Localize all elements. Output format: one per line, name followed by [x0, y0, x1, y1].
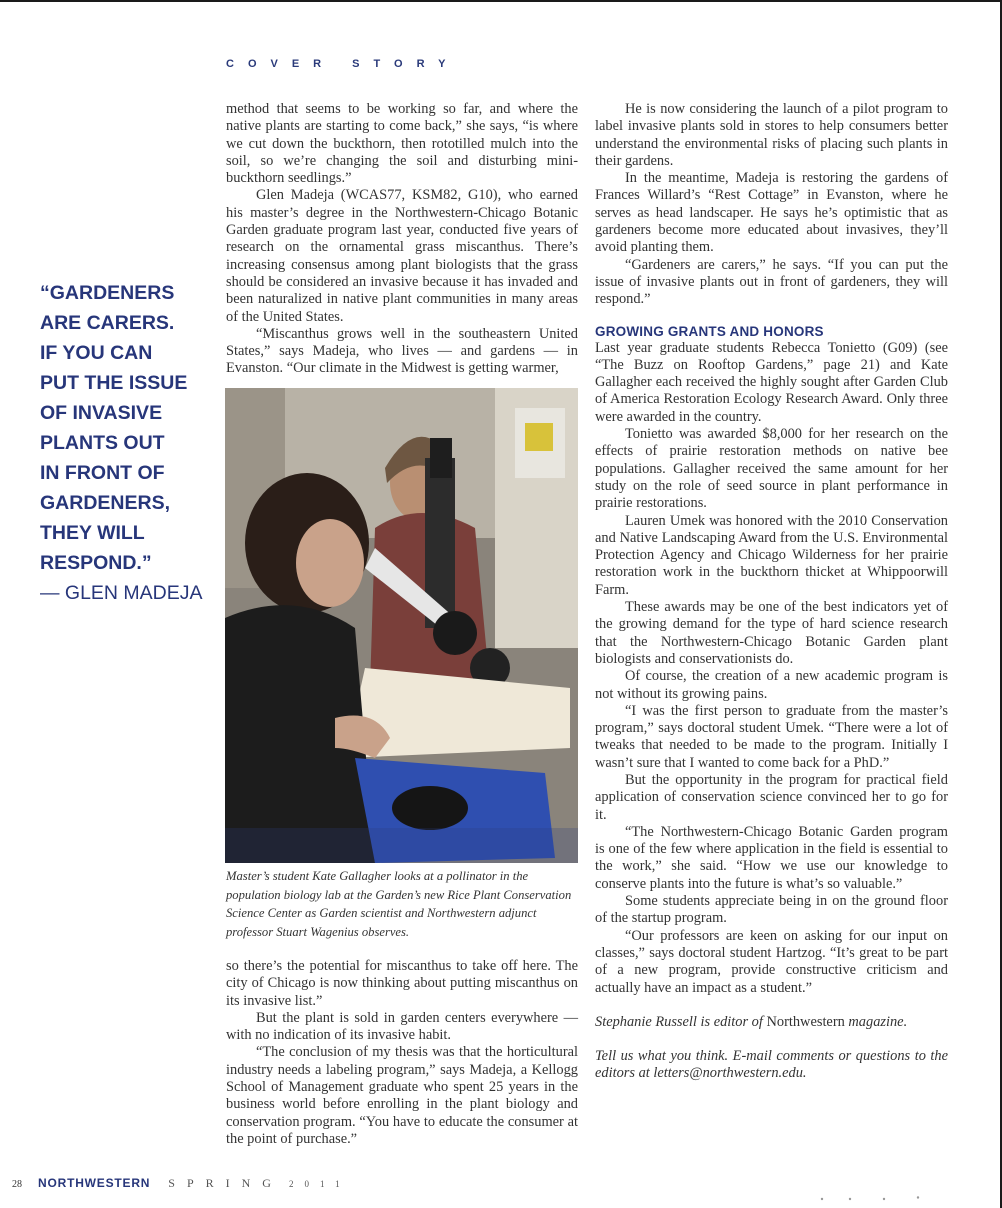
- paragraph: method that seems to be working so far, and where the native plants are starting to come back,” she says, “is where we cut down the buckthorn, then rototilled mulch into the soil, so we’re changing the soil and disturbing mini-buckthorn seedlings.”: [226, 101, 578, 187]
- editor-note: [595, 1014, 948, 1031]
- pull-quote-line: PUT THE ISSUE: [40, 372, 188, 394]
- pull-quote-line: RESPOND.”: [40, 552, 152, 574]
- issue-year: 2011: [288, 1179, 351, 1189]
- paragraph: “Our professors are keen on asking for our input on classes,” says doctoral student Hartzog. “It’s great to be part of a new program, provide constructive criticism and actually have an impact as a student.”: [595, 927, 948, 996]
- subhead-growing-grants: GROWING GRANTS AND HONORS: [595, 323, 824, 339]
- pull-quote-line: “GARDENERS: [40, 282, 175, 304]
- paragraph: These awards may be one of the best indicators yet of the growing demand for the type of hard science research that the Northwestern-Chicago Botanic Garden plant biologists and conservationists do.: [595, 599, 948, 667]
- editor-note-text: Stephanie Russell is editor of: [595, 1013, 767, 1030]
- paragraph: “The conclusion of my thesis was that the horticultural industry needs a labeling program,” says Madeja, a Kellogg School of Management graduate who spent 25 years in the business world before enrolling in the plant biology and conservation program. “You have to educate the consumer at the point of purchase.”: [226, 1044, 578, 1147]
- page-footer: [12, 1176, 351, 1191]
- paragraph: In the meantime, Madeja is restoring the gardens of Frances Willard’s “Rest Cottage” in Evanston, where he serves as head landscaper. He says he’s optimistic that as gardeners become more educated about invasives, they’ll avoid planting them.: [595, 170, 948, 256]
- magazine-brand: NORTHWESTERN: [38, 1176, 151, 1190]
- photo-caption: Master’s student Kate Gallagher looks at a pollinator in the population biology lab at the Garden’s new Rice Plant Conservation Science Center as Garden scientist and Northwestern adjunct professor Stuart Wagenius observes.: [226, 869, 572, 939]
- paragraph: Lauren Umek was honored with the 2010 Conservation and Native Landscaping Award from the U.S. Environmental Protection Agency and Chicago Wilderness for her prairie restoration work in the buckthorn thicket at Whippoorwill Farm.: [595, 512, 948, 598]
- paragraph: “Gardeners are carers,” he says. “If you can put the issue of invasive plants out in front of gardeners, they will respond.”: [595, 256, 948, 308]
- pull-quote-line: IF YOU CAN: [40, 342, 153, 364]
- article-column-left-bottom: [226, 958, 578, 1148]
- paragraph: Glen Madeja (WCAS77, KSM82, G10), who earned his master’s degree in the Northwestern-Chicago Botanic Garden graduate program last year, conducted five years of research on the ornamental grass miscanthus. There’s increasing consensus among plant biologists that the grass should be considered an invasive because it has invaded and been naturalized in native plant communities in many areas of the United States.: [226, 187, 578, 325]
- pull-quote-line: ARE CARERS.: [40, 312, 175, 334]
- editor-note-text: magazine.: [844, 1013, 908, 1030]
- article-column-right: [595, 101, 948, 1083]
- pull-quote-line: IN FRONT OF: [40, 462, 165, 484]
- paragraph: He is now considering the launch of a pilot program to label invasive plants sold in stores to help consumers better understand the environmental risks of placing such plants in their gardens.: [595, 101, 948, 169]
- pull-quote-line: GARDENERS,: [40, 492, 171, 514]
- page-number: 28: [12, 1179, 22, 1190]
- paragraph: Some students appreciate being in on the ground floor of the startup program.: [595, 893, 948, 927]
- paragraph: Of course, the creation of a new academic program is not without its growing pains.: [595, 668, 948, 702]
- scan-dots-decoration: [818, 1196, 928, 1202]
- pull-quote-line: PLANTS OUT: [40, 432, 165, 454]
- pull-quote-line: OF INVASIVE: [40, 402, 163, 424]
- pull-quote: [40, 278, 220, 608]
- lab-photo-illustration: [225, 388, 578, 863]
- section-label: COVER STORY: [226, 58, 460, 70]
- paragraph: so there’s the potential for miscanthus to take off here. The city of Chicago is now thinking about putting miscanthus on its invasive list.”: [226, 958, 578, 1009]
- lab-photo: [225, 388, 578, 863]
- paragraph: “I was the first person to graduate from the master’s program,” says doctoral student Umek. “There were a lot of tweaks that needed to be made to the program. Initially I wasn’t sure that I wanted to come back for a PhD.”: [595, 702, 948, 771]
- paragraph: “The Northwestern-Chicago Botanic Garden program is one of the few where application in the field is essential to the work,” she said. “How we use our knowledge to conserve plants into the future is what’s so valuable.”: [595, 823, 948, 892]
- paragraph: But the plant is sold in garden centers everywhere — with no indication of its invasive habit.: [226, 1009, 578, 1044]
- feedback-note: Tell us what you think. E-mail comments or questions to the editors at letters@northwestern.edu.: [595, 1048, 948, 1082]
- pull-quote-attribution: — GLEN MADEJA: [40, 582, 203, 604]
- article-column-left-top: [226, 101, 578, 378]
- magazine-name: Northwestern: [766, 1013, 845, 1030]
- pull-quote-line: THEY WILL: [40, 522, 145, 544]
- paragraph: But the opportunity in the program for practical field application of conservation science convinced her to go for it.: [595, 771, 948, 823]
- paragraph: Last year graduate students Rebecca Tonietto (G09) (see “The Buzz on Rooftop Gardens,” page 21) and Kate Gallagher each received the highly sought after Garden Club of America Restoration Ecology Research Award. Only three were awarded in the country.: [595, 339, 948, 425]
- issue-season: SPRING: [168, 1176, 283, 1190]
- page-edge-top: [0, 0, 1002, 2]
- paragraph: “Miscanthus grows well in the southeastern United States,” says Madeja, who lives — and gardens — in Evanston. “Our climate in the Midwest is getting warmer,: [226, 325, 578, 377]
- paragraph: Tonietto was awarded $8,000 for her research on the effects of prairie restoration methods on native bee populations. Gallagher received the same amount for her study on the role of seed source in plant performance in prairie restorations.: [595, 426, 948, 512]
